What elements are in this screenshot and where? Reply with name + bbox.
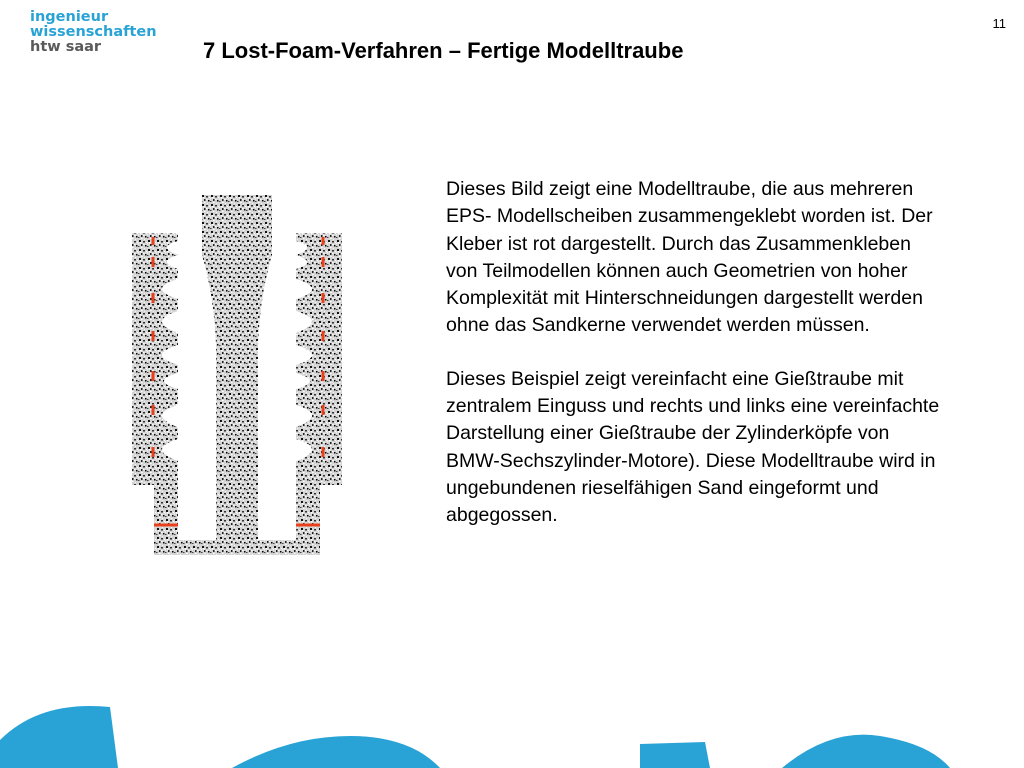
logo-line-wissenschaften: wissenschaften [30, 24, 157, 40]
paragraph-description: Dieses Bild zeigt eine Modelltraube, die aus mehreren EPS- Modellscheiben zusammengeklebt worden ist. Der Kleber ist rot dargestellt. Durch das Zusammenkleben von Teilmodellen können auch Geometrien von hoher Komplexität mit Hinterschneidungen dargestellt werden ohne das Sandkerne verwendet werden müssen. [446, 178, 933, 337]
page-number: 11 [992, 16, 1006, 31]
slide-title: 7 Lost-Foam-Verfahren – Fertige Modelltraube [203, 38, 684, 63]
logo-line-ingenieur: ingenieur [30, 9, 109, 25]
paragraph-example: Dieses Beispiel zeigt vereinfacht eine Gießtraube mit zentralem Einguss und rechts und links eine vereinfachte Darstellung einer Gießtraube der Zylinderköpfe von BMW-Sechszylinder-Motore). Diese Modelltraube wird in ungebundenen rieselfähigen Sand eingeformt und abgegossen. [446, 367, 940, 527]
logo-line-htw-saar: htw saar [30, 39, 102, 55]
